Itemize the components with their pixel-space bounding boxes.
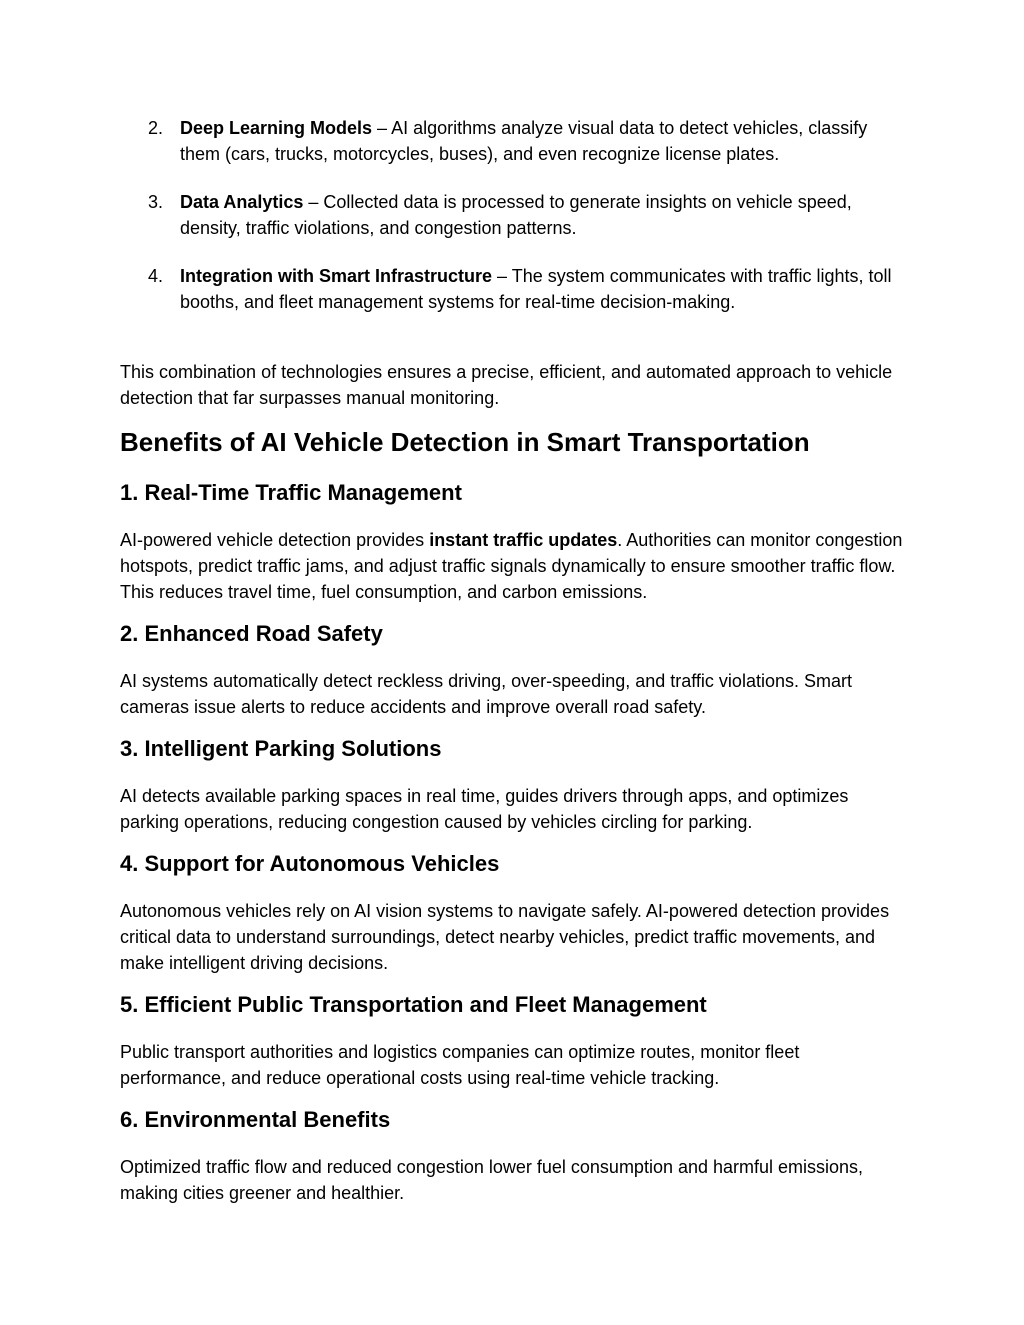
section-heading: 2. Enhanced Road Safety xyxy=(120,621,383,646)
section-paragraph xyxy=(120,527,904,605)
sections xyxy=(120,478,904,1206)
paragraph-text: AI detects available parking spaces in real time, guides drivers through apps, and optimizes parking operations, reducing congestion caused by vehicles circling for parking. xyxy=(120,786,849,832)
numbered-list xyxy=(120,115,904,315)
section-heading: 1. Real-Time Traffic Management xyxy=(120,480,462,505)
paragraph-text: Autonomous vehicles rely on AI vision systems to navigate safely. AI-powered detection provides critical data to understand surroundings, detect nearby vehicles, predict traffic movements, and make intelligent driving decisions. xyxy=(120,901,890,973)
paragraph-text: AI-powered vehicle detection provides xyxy=(120,530,430,550)
list-item-term: Deep Learning Models xyxy=(180,118,373,138)
paragraph-bold-text: instant traffic updates xyxy=(429,530,618,550)
section-real-time-traffic-management xyxy=(120,478,904,605)
section-paragraph xyxy=(120,1039,904,1091)
section-paragraph xyxy=(120,783,904,835)
list-item-term: Integration with Smart Infrastructure xyxy=(180,266,493,286)
list-item-body: – The system communicates with traffic lights, toll booths, and fleet management systems for real-time decision-making. xyxy=(180,266,892,312)
paragraph-text: AI systems automatically detect reckless driving, over-speeding, and traffic violations. Smart cameras issue alerts to reduce accidents and improve overall road safety. xyxy=(120,671,852,717)
list-item-body: – Collected data is processed to generate insights on vehicle speed, density, traffic violations, and congestion patterns. xyxy=(180,192,852,238)
list-item-body: – AI algorithms analyze visual data to detect vehicles, classify them (cars, trucks, motorcycles, buses), and even recognize license plates. xyxy=(180,118,868,164)
list-item-text xyxy=(180,115,904,167)
paragraph-text: Public transport authorities and logistics companies can optimize routes, monitor fleet performance, and reduce operational costs using real-time vehicle tracking. xyxy=(120,1042,800,1088)
list-item-number: 2. xyxy=(148,118,164,138)
list-item xyxy=(120,115,904,167)
section-heading: 3. Intelligent Parking Solutions xyxy=(120,736,442,761)
list-item-text xyxy=(180,189,904,241)
list-item-number: 3. xyxy=(148,192,164,212)
paragraph-text: Optimized traffic flow and reduced congestion lower fuel consumption and harmful emissions, making cities greener and healthier. xyxy=(120,1157,864,1203)
main-heading: Benefits of AI Vehicle Detection in Smart Transportation xyxy=(120,427,810,457)
paragraph-text: . Authorities can monitor congestion hotspots, predict traffic jams, and adjust traffic signals dynamically to ensure smoother traffic flow. This reduces travel time, fuel consumption, and carbon emissions. xyxy=(120,530,903,602)
list-item-term: Data Analytics xyxy=(180,192,304,212)
section-paragraph xyxy=(120,1154,904,1206)
section-heading: 4. Support for Autonomous Vehicles xyxy=(120,851,500,876)
list-item xyxy=(120,263,904,315)
section-heading: 5. Efficient Public Transportation and Fleet Management xyxy=(120,992,707,1017)
list-item-number: 4. xyxy=(148,266,164,286)
section-support-for-autonomous-vehicles xyxy=(120,849,904,976)
intro-paragraph: This combination of technologies ensures a precise, efficient, and automated approach to vehicle detection that far surpasses manual monitoring. xyxy=(120,362,893,408)
section-paragraph xyxy=(120,898,904,976)
section-intelligent-parking-solutions xyxy=(120,734,904,835)
section-efficient-public-transportation xyxy=(120,990,904,1091)
section-enhanced-road-safety xyxy=(120,619,904,720)
section-heading: 6. Environmental Benefits xyxy=(120,1107,391,1132)
section-paragraph xyxy=(120,668,904,720)
list-item xyxy=(120,189,904,241)
section-environmental-benefits xyxy=(120,1105,904,1206)
list-item-text xyxy=(180,263,904,315)
